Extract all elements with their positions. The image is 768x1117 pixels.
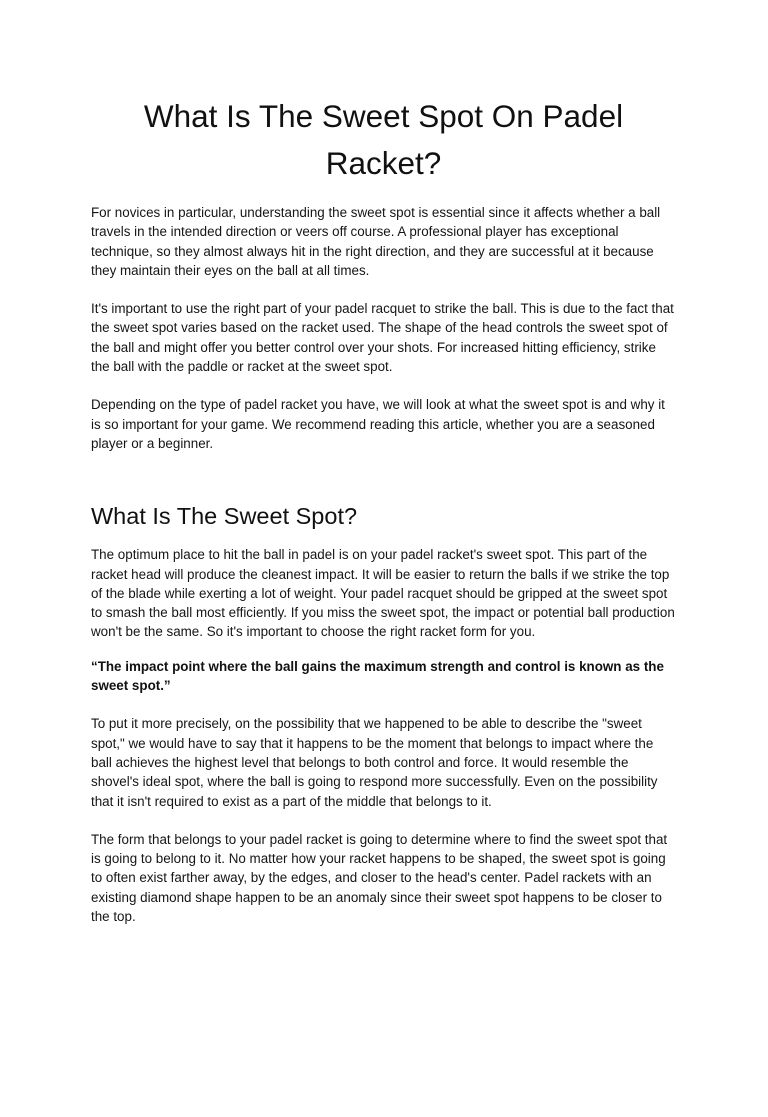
pull-quote: “The impact point where the ball gains the maximum strength and control is known as the sweet spot.”: [91, 658, 664, 694]
section-body: [91, 545, 676, 926]
intro-paragraph-2: It's important to use the right part of your padel racquet to strike the ball. This is due to the fact that the sweet spot varies based on the racket used. The shape of the head controls the sweet spot of the ball and might offer you better control over your shots. For increased hitting efficiency, strike the ball with the paddle or racket at the sweet spot.: [91, 301, 674, 375]
document-page: [0, 93, 768, 1117]
intro-paragraph-3: Depending on the type of padel racket you have, we will look at what the sweet spot is and why it is so important for your game. We recommend reading this article, whether you are a seasoned player or a beginner.: [91, 397, 665, 451]
intro-section: [91, 203, 676, 453]
intro-paragraph-1: For novices in particular, understanding the sweet spot is essential since it affects whether a ball travels in the intended direction or veers off course. A professional player has exceptional technique, so they almost always hit in the right direction, and they are successful at it because they maintain their eyes on the ball at all times.: [91, 205, 661, 278]
section-paragraph-1: The optimum place to hit the ball in padel is on your padel racket's sweet spot. This part of the racket head will produce the cleanest impact. It will be easier to return the balls if we strike the top of the blade while exerting a lot of weight. Your padel racquet should be gripped at the sweet spot to smash the ball most efficiently. If you miss the sweet spot, the impact or potential ball production won't be the same. So it's important to choose the right racket form for you.: [91, 547, 675, 640]
section-paragraph-2: To put it more precisely, on the possibility that we happened to be able to describe the "sweet spot," we would have to say that it happens to be the moment that belongs to impact where the ball achieves the highest level that belongs to both control and force. It would resemble the shovel's ideal spot, where the ball is going to respond more successfully. Even on the possibility that it isn't required to exist as a part of the middle that belongs to it.: [91, 716, 658, 809]
section-paragraph-3: The form that belongs to your padel racket is going to determine where to find the sweet spot that is going to belong to it. No matter how your racket happens to be shaped, the sweet spot is going to often exist farther away, by the edges, and closer to the head's center. Padel rackets with an existing diamond shape happen to be an anomaly since their sweet spot happens to be closer to the top.: [91, 831, 668, 925]
page-title: What Is The Sweet Spot On Padel Racket?: [143, 98, 624, 181]
section-heading: What Is The Sweet Spot?: [91, 503, 358, 530]
